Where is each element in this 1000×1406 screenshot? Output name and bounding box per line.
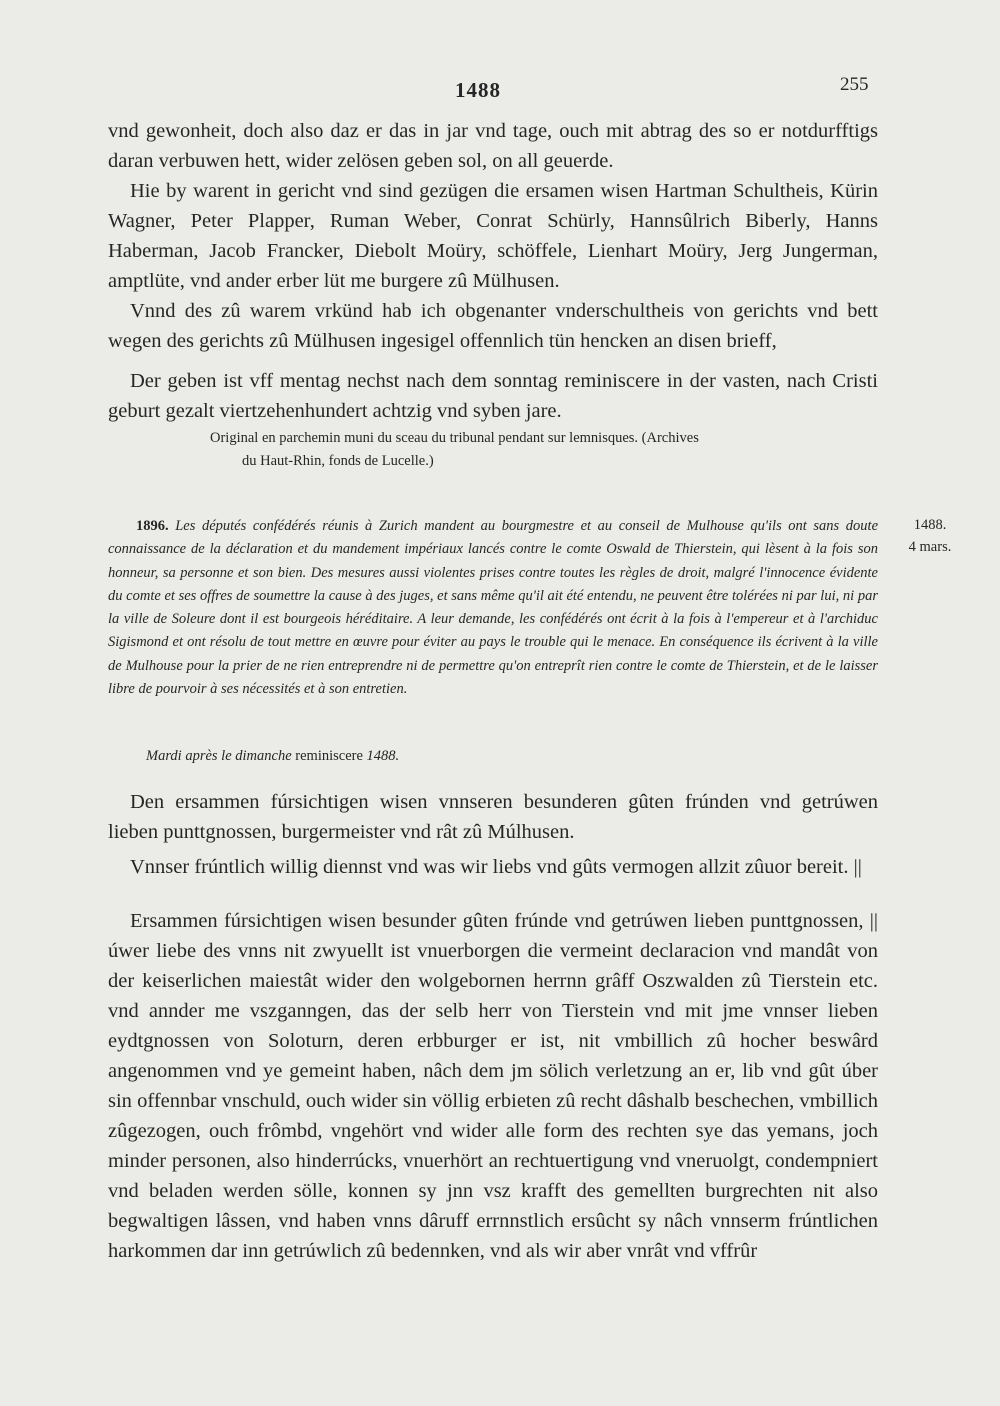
regest-date bbox=[146, 748, 399, 765]
margin-date bbox=[900, 514, 960, 558]
regest-summary bbox=[108, 515, 878, 701]
archival-note bbox=[210, 427, 878, 473]
paragraph-body-text: Ersammen fúrsichtigen wisen besunder gûten frúnde vnd getrúwen lieben punttgnossen, || úwer liebe des vnns nit zwyuellt ist vnuerborgen die vermeint declaracion vnd mandât von der keiserlichen maiestât wider den wolgebornen herrnn grâff Oszwalden zû Tierstein etc. vnd annder me vszganngen, das der selb herr von Tierstein vnd mit jme vnnser lieben eydtgnossen von Soloturn, deren erbburger er ist, nit vmbillich zû hocher beswârd angenommen vnd ye gemeint haben, nâch dem jm sölich verletzung an er, lib vnd gût úber sin offennbar vnschuld, ouch wider sin völlig erbieten zû recht dâshalb beschechen, vmbillich zûgezogen, ouch frômbd, vngehört vnd wider alle form des rechten sye das yemans, joch minder personen, also hinderrúcks, vnuerhört an rechtuertigung vnd vneruolgt, condempniert vnd beladen werden sölle, konnen sy jnn vsz krafft des gemellten burgrechten nit also begwaltigen lâssen, vnd haben vnns dâruff errnnstlich ersûcht sy nâch vnnserm frúntlichen harkommen dar inn getrúwlich zû bedennken, vnd als wir aber vnrât vnd vffrûr bbox=[108, 910, 878, 1262]
paragraph-dating bbox=[108, 366, 878, 426]
paragraph-body bbox=[108, 906, 878, 1266]
margin-date-year: 1488. bbox=[913, 517, 947, 533]
regest-date-part-3: 1488. bbox=[366, 748, 400, 764]
paragraph-seal bbox=[108, 296, 878, 356]
document-number: 1896. bbox=[136, 518, 169, 534]
paragraph-continuation: vnd gewonheit, doch also daz er das in jar vnd tage, ouch mit abtrag des so er notdurfftigs daran verbuwen hett, wider zelösen geben sol, on all geuerde. bbox=[108, 120, 878, 172]
archival-note-line-2: du Haut-Rhin, fonds de Lucelle.) bbox=[242, 453, 434, 469]
paragraph-seal-text: Vnnd des zû warem vrkünd hab ich obgenanter vnderschultheis von gerichts vnd bett wegen des gerichts zû Mülhusen ingesigel offennlich tün hencken an disen brieff, bbox=[108, 300, 878, 352]
margin-date-day: 4 mars. bbox=[908, 539, 952, 555]
regest-summary-text: Les députés confédérés réunis à Zurich mandent au bourgmestre et au conseil de Mulhouse qu'ils ont sans doute connaissance de la déclaration et du mandement impériaux lancés contre le comte Oswald de Thierstein, qui lèsent à la fois son honneur, sa personne et son bien. Des mesures aussi violentes prises contre toutes les règles de droit, malgré l'innocence évidente du comte et ses offres de soumettre la cause à des juges, et sans même qu'il ait été entendu, ne peuvent être tolérées ni par lui, ni par la ville de Soleure dont il est bourgeois héréditaire. A leur demande, les confédérés ont écrit à la fois à l'empereur et à l'archiduc Sigismond et ont résolu de tout mettre en œuvre pour éviter au pays le trouble qui le menace. En conséquence ils écrivent à la ville de Mulhouse pour la prier de ne rien entreprendre ni de permettre qu'on entreprît rien contre le comte de Thierstein, et de le laisser libre de pourvoir à ses nécessités et à son entretien. bbox=[108, 518, 879, 698]
paragraph-greeting-text: Vnnser frúntlich willig diennst vnd was wir liebs vnd gûts vermogen allzit zûuor bereit. || bbox=[130, 856, 862, 878]
paragraph-greeting bbox=[108, 852, 878, 882]
running-head-year: 1488 bbox=[455, 78, 501, 102]
paragraph-address bbox=[108, 787, 878, 847]
page-number: 255 bbox=[840, 74, 869, 95]
paragraph-witnesses-text: Hie by warent in gericht vnd sind gezügen die ersamen wisen Hartman Schultheis, Kürin Wagner, Peter Plapper, Ruman Weber, Conrat Schürly, Hannsûlrich Biberly, Hanns Haberman, Jacob Francker, Diebolt Moüry, schöffele, Lienhart Moüry, Jerg Jungerman, amptlüte, vnd ander erber lüt me burgere zû Mülhusen. bbox=[108, 180, 878, 292]
paragraph-witnesses bbox=[108, 176, 878, 296]
paragraph-dating-text: Der geben ist vff mentag nechst nach dem sonntag reminiscere in der vasten, nach Cristi geburt gezalt viertzehenhundert achtzig vnd syben jare. bbox=[108, 370, 878, 422]
paragraph-address-text: Den ersammen fúrsichtigen wisen vnnseren besunderen gûten frúnden vnd getrúwen lieben punttgnossen, burgermeister vnd rât zû Múlhusen. bbox=[108, 791, 878, 843]
regest-date-part-1: Mardi après le dimanche bbox=[146, 748, 292, 764]
archival-note-line-1: Original en parchemin muni du sceau du tribunal pendant sur lemnisques. (Archives bbox=[210, 430, 699, 446]
regest-date-part-2: reminiscere bbox=[295, 748, 363, 764]
